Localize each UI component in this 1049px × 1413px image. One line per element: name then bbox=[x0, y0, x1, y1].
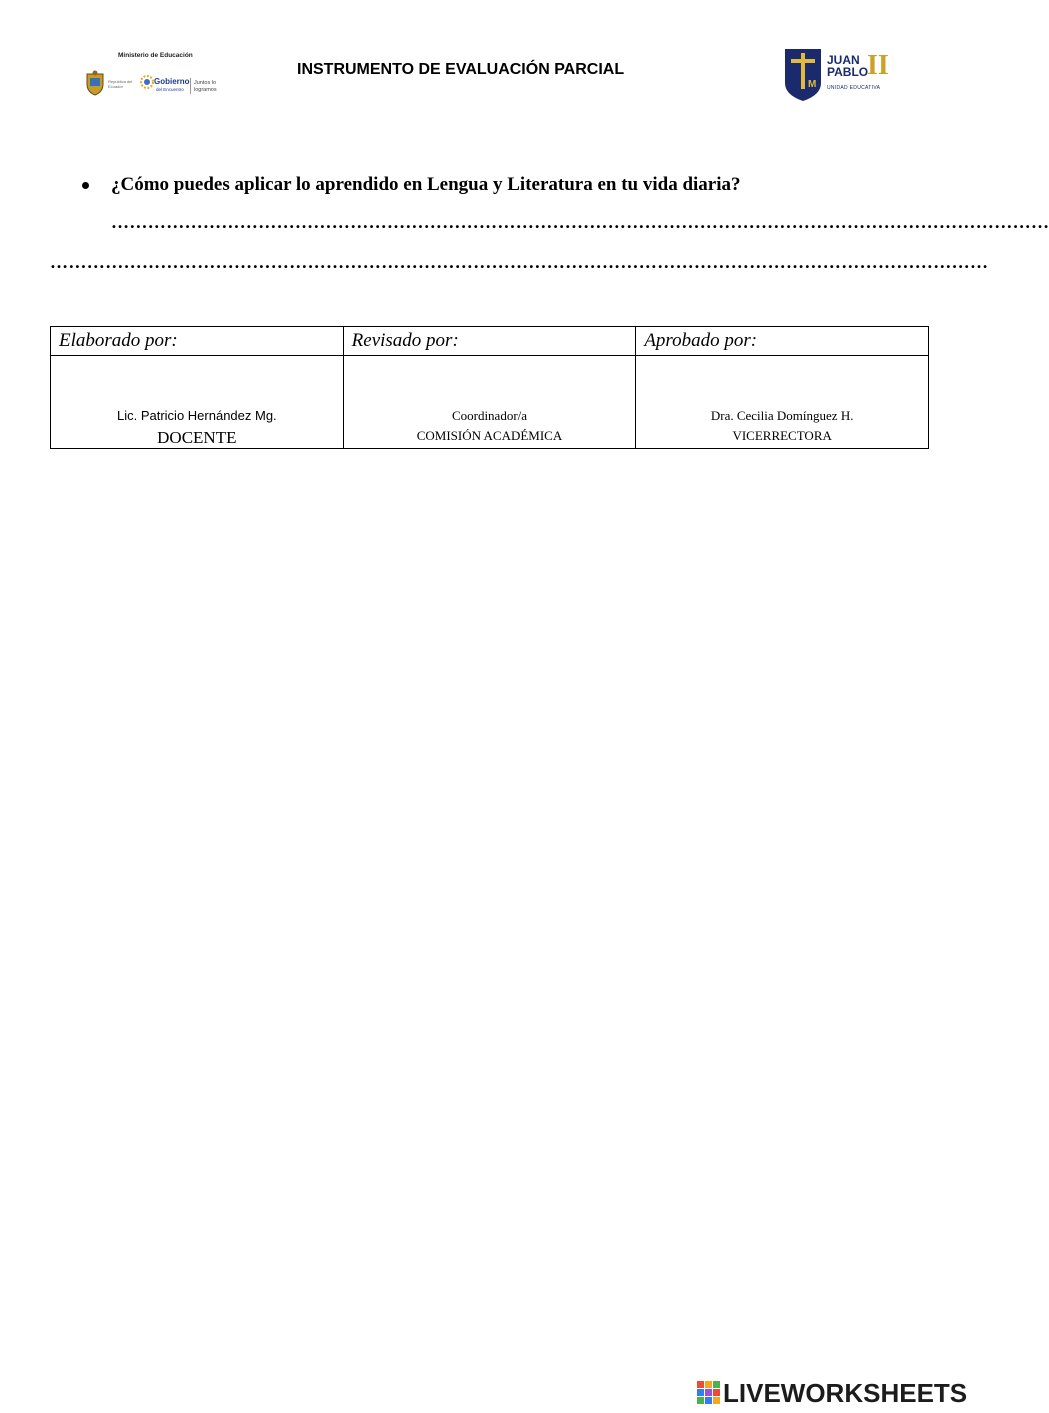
school-numeral: II bbox=[867, 50, 889, 81]
watermark-text: LIVEWORKSHEETS bbox=[723, 1378, 968, 1408]
answer-line-1[interactable]: ……………………………………………………………………………………………………………………………………… bbox=[111, 212, 1049, 232]
government-slogan: Juntos lo logramos bbox=[194, 80, 217, 93]
prepared-cell bbox=[51, 356, 344, 449]
prepared-name: Lic. Patricio Hernández Mg. bbox=[116, 408, 277, 423]
government-sun-icon bbox=[139, 72, 155, 92]
approved-cell bbox=[636, 356, 929, 449]
school-shield-icon bbox=[783, 47, 823, 102]
signoff-header-row bbox=[51, 327, 929, 356]
government-name: Gobierno bbox=[154, 77, 190, 86]
bullet-icon bbox=[82, 182, 89, 189]
liveworksheets-watermark bbox=[697, 1377, 997, 1409]
header-approved: Aprobado por: bbox=[636, 327, 929, 356]
reviewed-cell bbox=[343, 356, 636, 449]
republic-label: República del Ecuador bbox=[108, 79, 133, 89]
document-title: INSTRUMENTO DE EVALUACIÓN PARCIAL bbox=[297, 61, 625, 78]
signoff-body-row bbox=[51, 356, 929, 449]
approved-name: Dra. Cecilia Domínguez H. bbox=[710, 408, 854, 423]
answer-line-2[interactable]: ……………………………………………………………………………………………………………………………………… bbox=[50, 252, 989, 272]
logo-divider bbox=[190, 78, 191, 94]
school-subtitle: UNIDAD EDUCATIVA bbox=[827, 85, 881, 91]
school-name bbox=[827, 54, 868, 78]
approved-role: VICERRECTORA bbox=[732, 428, 832, 443]
question-text: ¿Cómo puedes aplicar lo aprendido en Lengua y Literatura en tu vida diaria? bbox=[111, 174, 741, 195]
school-name-line-1: JUAN bbox=[827, 53, 860, 67]
prepared-role: DOCENTE bbox=[157, 428, 237, 447]
reviewed-role: COMISIÓN ACADÉMICA bbox=[416, 428, 563, 443]
svg-text:M: M bbox=[808, 79, 817, 90]
ministry-logo bbox=[84, 52, 229, 100]
header-reviewed: Revisado por: bbox=[343, 327, 636, 356]
header-prepared: Elaborado por: bbox=[51, 327, 344, 356]
reviewed-name: Coordinador/a bbox=[451, 408, 528, 423]
school-logo bbox=[783, 47, 893, 103]
ministry-label: Ministerio de Educación bbox=[118, 52, 193, 59]
coat-of-arms-icon bbox=[84, 70, 106, 96]
school-name-line-2: PABLO bbox=[827, 65, 869, 79]
liveworksheets-logo-icon bbox=[697, 1381, 721, 1405]
signoff-table bbox=[50, 326, 929, 449]
government-name-sub: del Encuentro bbox=[156, 87, 184, 92]
